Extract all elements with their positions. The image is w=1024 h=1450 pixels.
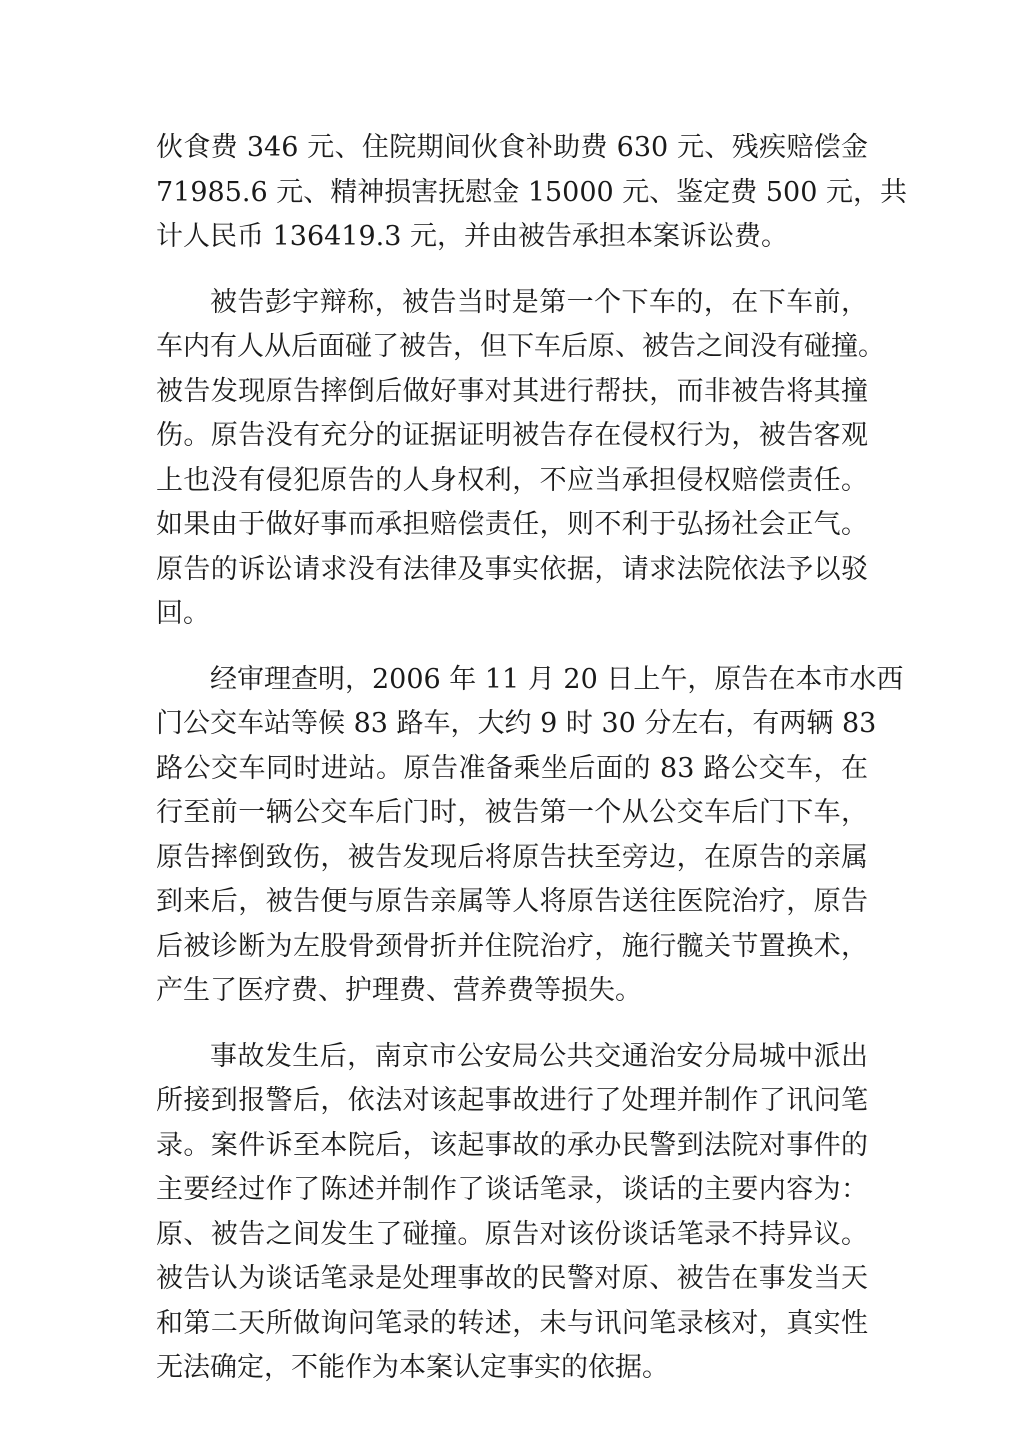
text-line: 经审理查明，2006 年 11 月 20 日上午，原告在本市水西: [210, 663, 904, 695]
text-line: 原、被告之间发生了碰撞。原告对该份谈话笔录不持异议。: [156, 1218, 868, 1250]
text-line: 车内有人从后面碰了被告，但下车后原、被告之间没有碰撞。: [156, 331, 885, 362]
paragraph-defendant-argument: [156, 281, 885, 637]
text-line: 被告发现原告摔倒后做好事对其进行帮扶，而非被告将其撞: [156, 375, 868, 407]
text-line: 主要经过作了陈述并制作了谈话笔录，谈话的主要内容为：: [156, 1174, 868, 1205]
text-line: 71985.6 元、精神损害抚慰金 15000 元、鉴定费 500 元，共: [156, 176, 907, 208]
document-page: [156, 126, 907, 1412]
text-line: 如果由于做好事而承担赔偿责任，则不利于弘扬社会正气。: [156, 509, 868, 540]
text-line: 计人民币 136419.3 元，并由被告承担本案诉讼费。: [156, 221, 788, 252]
paragraph-facts-found: [156, 658, 904, 1014]
text-line: 到来后，被告便与原告亲属等人将原告送往医院治疗，原告: [156, 886, 868, 917]
text-line: 原告摔倒致伤，被告发现后将原告扶至旁边，在原告的亲属: [156, 841, 868, 873]
text-line: 原告的诉讼请求没有法律及事实依据，请求法院依法予以驳: [156, 553, 868, 585]
text-line: 回。: [156, 598, 210, 629]
text-line: 上也没有侵犯原告的人身权利，不应当承担侵权赔偿责任。: [156, 464, 868, 496]
text-line: 门公交车站等候 83 路车，大约 9 时 30 分左右，有两辆 83: [156, 708, 877, 739]
text-line: 伤。原告没有充分的证据证明被告存在侵权行为，被告客观: [156, 420, 868, 451]
paragraph-police-record: [156, 1035, 868, 1391]
text-line: 事故发生后，南京市公安局公共交通治安分局城中派出: [210, 1040, 868, 1072]
text-line: 和第二天所做询问笔录的转述，未与讯问笔录核对，真实性: [156, 1307, 868, 1339]
text-line: 录。案件诉至本院后，该起事故的承办民警到法院对事件的: [156, 1129, 868, 1161]
text-line: 路公交车同时进站。原告准备乘坐后面的 83 路公交车，在: [156, 752, 868, 784]
text-line: 行至前一辆公交车后门时，被告第一个从公交车后门下车，: [156, 797, 868, 828]
text-line: 伙食费 346 元、住院期间伙食补助费 630 元、残疾赔偿金: [156, 132, 868, 163]
paragraph-compensation-summary: [156, 126, 907, 260]
text-line: 被告彭宇辩称，被告当时是第一个下车的，在下车前，: [210, 286, 868, 318]
text-line: 后被诊断为左股骨颈骨折并住院治疗，施行髋关节置换术，: [156, 930, 868, 962]
text-line: 产生了医疗费、护理费、营养费等损失。: [156, 975, 642, 1006]
text-line: 无法确定，不能作为本案认定事实的依据。: [156, 1352, 669, 1383]
text-line: 被告认为谈话笔录是处理事故的民警对原、被告在事发当天: [156, 1263, 868, 1294]
text-line: 所接到报警后，依法对该起事故进行了处理并制作了讯问笔: [156, 1085, 868, 1116]
